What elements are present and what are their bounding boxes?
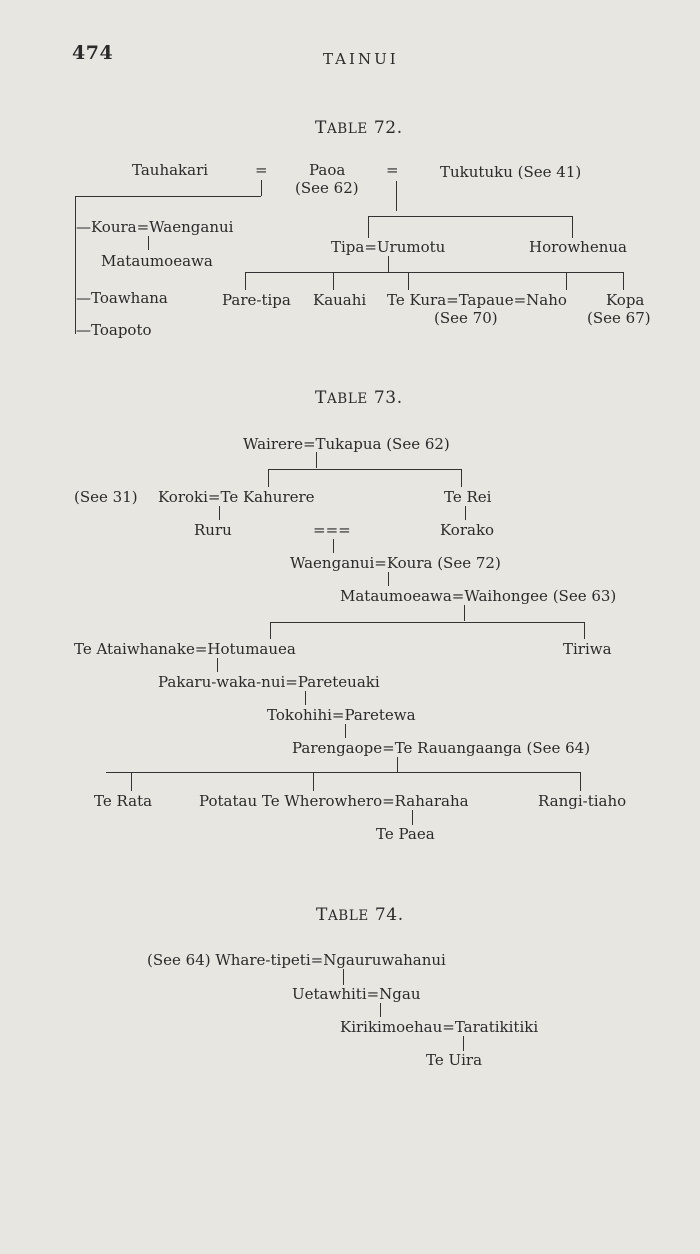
name-mataumoeawa-waihongee: Mataumoeawa=Waihongee (See 63) — [340, 587, 617, 605]
name-koura-waenganui: —Koura=Waenganui — [76, 218, 234, 236]
descent-line — [217, 658, 218, 672]
ref-see-70: (See 70) — [434, 309, 498, 327]
descent-line — [388, 256, 389, 272]
descent-line — [268, 469, 269, 487]
name-te-uira: Te Uira — [426, 1051, 483, 1069]
descent-line — [463, 1036, 464, 1051]
descent-line — [368, 216, 369, 238]
name-ruru: Ruru — [194, 521, 232, 539]
name-tipa-urumotu: Tipa=Urumotu — [331, 238, 446, 256]
ref-see-31: (See 31) — [74, 488, 138, 506]
descent-line — [572, 216, 573, 238]
descent-line — [464, 605, 465, 621]
descent-line — [313, 772, 314, 791]
descent-line — [345, 724, 346, 738]
name-rangi-tiaho: Rangi-tiaho — [538, 792, 627, 810]
name-te-rata: Te Rata — [94, 792, 153, 810]
descent-line — [580, 772, 581, 791]
name-koroki-te-kahurere: Koroki=Te Kahurere — [158, 488, 315, 506]
descent-line — [465, 506, 466, 520]
name-te-rei: Te Rei — [444, 488, 492, 506]
marriage-sign: = — [386, 161, 399, 179]
name-paoa: Paoa — [309, 161, 346, 179]
descent-line — [270, 622, 271, 639]
descent-line — [584, 622, 585, 639]
descent-line — [368, 216, 572, 217]
descent-line — [305, 691, 306, 705]
name-te-kura-tapaue-naho: Te Kura=Tapaue=Naho — [387, 291, 567, 309]
name-pare-tipa: Pare-tipa — [222, 291, 291, 309]
descent-line — [268, 469, 461, 470]
name-waenganui-koura: Waenganui=Koura (See 72) — [290, 554, 501, 572]
descent-line — [408, 272, 409, 290]
descent-line — [396, 181, 397, 211]
descent-line — [397, 757, 398, 772]
name-te-paea: Te Paea — [376, 825, 435, 843]
table-72-caption: TABLE 72. — [315, 118, 403, 138]
descent-line — [131, 772, 132, 791]
descent-line — [412, 810, 413, 825]
name-whare-tipeti-ngauruwahanui: (See 64) Whare-tipeti=Ngauruwahanui — [147, 951, 446, 969]
descent-line — [219, 506, 220, 520]
descent-line — [333, 272, 334, 290]
page-number: 474 — [72, 42, 114, 64]
name-kauahi: Kauahi — [313, 291, 367, 309]
table-73-caption: TABLE 73. — [315, 388, 403, 408]
name-toawhana: —Toawhana — [76, 289, 168, 307]
name-te-ataiwhanake-hotumauea: Te Ataiwhanake=Hotumauea — [74, 640, 296, 658]
name-korako: Korako — [440, 521, 495, 539]
name-tauhakari: Tauhakari — [132, 161, 209, 179]
marriage-sign: = — [255, 161, 268, 179]
name-tiriwa: Tiriwa — [563, 640, 612, 658]
descent-line — [566, 272, 567, 290]
descent-line — [245, 272, 246, 290]
descent-line — [148, 236, 149, 250]
marriage-sign-triple: === — [313, 521, 351, 539]
descent-line — [380, 1003, 381, 1017]
name-mataumoeawa: Mataumoeawa — [101, 252, 213, 270]
running-title: TAINUI — [323, 50, 399, 68]
descent-line — [623, 272, 624, 290]
descent-line — [75, 196, 261, 197]
name-wairere-tukapua: Wairere=Tukapua (See 62) — [243, 435, 450, 453]
ref-see-67: (See 67) — [587, 309, 651, 327]
descent-line — [343, 969, 344, 985]
ref-see-62: (See 62) — [295, 179, 359, 197]
name-potatau-te-wherowhero-raharaha: Potatau Te Wherowhero=Raharaha — [199, 792, 469, 810]
name-toapoto: —Toapoto — [76, 321, 152, 339]
descent-line — [270, 622, 584, 623]
name-parengaope-te-rauangaanga: Parengaope=Te Rauangaanga (See 64) — [292, 739, 591, 757]
descent-line — [261, 180, 262, 196]
descent-line — [388, 572, 389, 586]
table-74-caption: TABLE 74. — [316, 905, 404, 925]
descent-line — [461, 469, 462, 487]
descent-line — [316, 452, 317, 468]
descent-line — [333, 539, 334, 553]
name-horowhenua: Horowhenua — [529, 238, 627, 256]
name-tokohihi-paretewa: Tokohihi=Paretewa — [267, 706, 416, 724]
name-uetawhiti-ngau: Uetawhiti=Ngau — [292, 985, 421, 1003]
name-kirikimoehau-taratikitiki: Kirikimoehau=Taratikitiki — [340, 1018, 539, 1036]
name-kopa: Kopa — [606, 291, 645, 309]
descent-line — [75, 196, 76, 334]
descent-line — [106, 772, 580, 773]
name-pakaru-waka-nui-pareteuaki: Pakaru-waka-nui=Pareteuaki — [158, 673, 380, 691]
name-tukutuku: Tukutuku (See 41) — [440, 163, 582, 181]
